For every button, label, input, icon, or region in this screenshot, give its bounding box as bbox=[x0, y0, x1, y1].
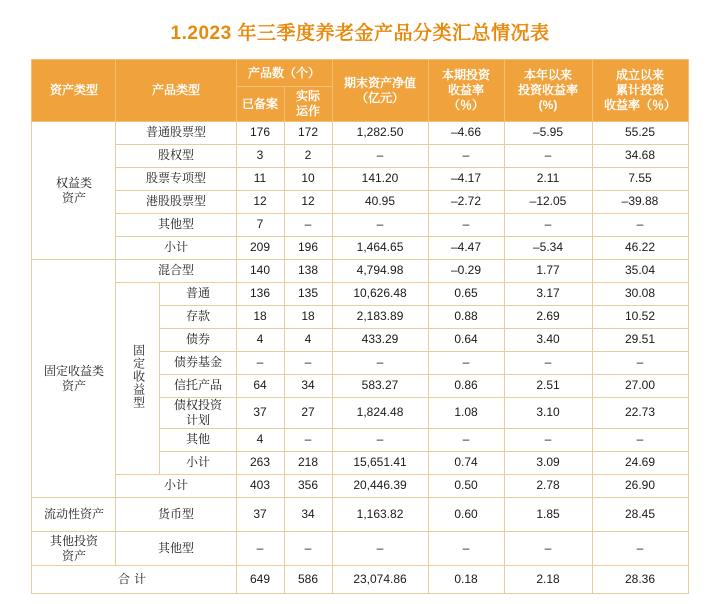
period-return: 0.64 bbox=[428, 329, 504, 352]
header-registered: 已备案 bbox=[236, 87, 284, 122]
net-value: 1,824.48 bbox=[332, 398, 428, 429]
table-row bbox=[32, 532, 688, 566]
net-value: 141.20 bbox=[332, 168, 428, 191]
net-value: 1,282.50 bbox=[332, 122, 428, 145]
cumulative-return: – bbox=[592, 352, 688, 375]
product-type: 小计 bbox=[116, 237, 236, 260]
product-type: 普通 bbox=[160, 283, 236, 306]
header-product-type: 产品类型 bbox=[116, 60, 236, 122]
period-return: –0.29 bbox=[428, 260, 504, 283]
period-return: 0.88 bbox=[428, 306, 504, 329]
registered-count: 209 bbox=[236, 237, 284, 260]
period-return: –2.72 bbox=[428, 191, 504, 214]
table-row bbox=[32, 145, 688, 168]
table-row-subtotal bbox=[32, 475, 688, 498]
operating-count: 12 bbox=[284, 191, 332, 214]
registered-count: 136 bbox=[236, 283, 284, 306]
period-return: –4.47 bbox=[428, 237, 504, 260]
product-type: 股票专项型 bbox=[116, 168, 236, 191]
subgroup-label-fixed-income-type: 固定收益型 bbox=[116, 283, 160, 475]
header-operating: 实际 运作 bbox=[284, 87, 332, 122]
period-return: 1.08 bbox=[428, 398, 504, 429]
operating-count: 4 bbox=[284, 329, 332, 352]
registered-count: – bbox=[236, 352, 284, 375]
header-ytd-return: 本年以来 投资收益率 (%) bbox=[504, 60, 592, 122]
cumulative-return: – bbox=[592, 532, 688, 566]
net-value: 20,446.39 bbox=[332, 475, 428, 498]
asset-type-fixed-income: 固定收益类 资产 bbox=[32, 260, 116, 498]
cumulative-return: 30.08 bbox=[592, 283, 688, 306]
asset-type-liquidity: 流动性资产 bbox=[32, 498, 116, 532]
ytd-return: 3.09 bbox=[504, 452, 592, 475]
product-type: 信托产品 bbox=[160, 375, 236, 398]
total-label: 合计 bbox=[32, 566, 236, 594]
product-type: 存款 bbox=[160, 306, 236, 329]
net-value: – bbox=[332, 214, 428, 237]
table-row-total bbox=[32, 566, 688, 594]
cumulative-return: 27.00 bbox=[592, 375, 688, 398]
registered-count: 37 bbox=[236, 498, 284, 532]
asset-type-other: 其他投资 资产 bbox=[32, 532, 116, 566]
registered-count: 3 bbox=[236, 145, 284, 168]
product-type: 其他型 bbox=[116, 214, 236, 237]
product-type: 小计 bbox=[160, 452, 236, 475]
period-return: 0.74 bbox=[428, 452, 504, 475]
ytd-return: 3.17 bbox=[504, 283, 592, 306]
pension-summary-table bbox=[31, 59, 688, 594]
table-body bbox=[32, 122, 688, 594]
ytd-return: 1.77 bbox=[504, 260, 592, 283]
asset-type-equity: 权益类 资产 bbox=[32, 122, 116, 260]
ytd-return: 3.40 bbox=[504, 329, 592, 352]
net-value: – bbox=[332, 429, 428, 452]
operating-count: 34 bbox=[284, 375, 332, 398]
net-value: 2,183.89 bbox=[332, 306, 428, 329]
ytd-return: 2.51 bbox=[504, 375, 592, 398]
registered-count: 7 bbox=[236, 214, 284, 237]
net-value: 433.29 bbox=[332, 329, 428, 352]
operating-count: 356 bbox=[284, 475, 332, 498]
operating-count: 27 bbox=[284, 398, 332, 429]
cumulative-return: 29.51 bbox=[592, 329, 688, 352]
operating-count: 34 bbox=[284, 498, 332, 532]
product-type: 债券 bbox=[160, 329, 236, 352]
operating-count: 2 bbox=[284, 145, 332, 168]
operating-count: 172 bbox=[284, 122, 332, 145]
table-row bbox=[32, 214, 688, 237]
ytd-return: –5.95 bbox=[504, 122, 592, 145]
cumulative-return: 35.04 bbox=[592, 260, 688, 283]
period-return: – bbox=[428, 145, 504, 168]
page-title: 1.2023 年三季度养老金产品分类汇总情况表 bbox=[170, 23, 550, 44]
period-return: – bbox=[428, 532, 504, 566]
net-value: – bbox=[332, 352, 428, 375]
cumulative-return: 28.45 bbox=[592, 498, 688, 532]
period-return: 0.60 bbox=[428, 498, 504, 532]
registered-count: 403 bbox=[236, 475, 284, 498]
operating-count: 138 bbox=[284, 260, 332, 283]
net-value: – bbox=[332, 532, 428, 566]
net-value: 1,464.65 bbox=[332, 237, 428, 260]
ytd-return: 3.10 bbox=[504, 398, 592, 429]
cumulative-return: 24.69 bbox=[592, 452, 688, 475]
ytd-return: 2.11 bbox=[504, 168, 592, 191]
registered-count: 37 bbox=[236, 398, 284, 429]
registered-count: 4 bbox=[236, 429, 284, 452]
operating-count: – bbox=[284, 352, 332, 375]
operating-count: – bbox=[284, 214, 332, 237]
table-row bbox=[32, 191, 688, 214]
cumulative-return: 55.25 bbox=[592, 122, 688, 145]
period-return: –4.17 bbox=[428, 168, 504, 191]
ytd-return: 2.69 bbox=[504, 306, 592, 329]
ytd-return: 2.78 bbox=[504, 475, 592, 498]
cumulative-return: 7.55 bbox=[592, 168, 688, 191]
ytd-return: –5.34 bbox=[504, 237, 592, 260]
total-period-return: 0.18 bbox=[428, 566, 504, 594]
registered-count: 64 bbox=[236, 375, 284, 398]
period-return: 0.50 bbox=[428, 475, 504, 498]
net-value: 1,163.82 bbox=[332, 498, 428, 532]
product-type: 港股股票型 bbox=[116, 191, 236, 214]
registered-count: – bbox=[236, 532, 284, 566]
period-return: –4.66 bbox=[428, 122, 504, 145]
product-type: 债权投资 计划 bbox=[160, 398, 236, 429]
net-value: 583.27 bbox=[332, 375, 428, 398]
period-return: – bbox=[428, 429, 504, 452]
period-return: 0.65 bbox=[428, 283, 504, 306]
table-row-subtotal bbox=[32, 237, 688, 260]
cumulative-return: 10.52 bbox=[592, 306, 688, 329]
product-type: 其他 bbox=[160, 429, 236, 452]
net-value: 15,651.41 bbox=[332, 452, 428, 475]
operating-count: 135 bbox=[284, 283, 332, 306]
period-return: – bbox=[428, 214, 504, 237]
net-value: – bbox=[332, 145, 428, 168]
header-period-return: 本期投资 收益率 （％） bbox=[428, 60, 504, 122]
product-type: 股权型 bbox=[116, 145, 236, 168]
net-value: 10,626.48 bbox=[332, 283, 428, 306]
ytd-return: – bbox=[504, 352, 592, 375]
table-row bbox=[32, 260, 688, 283]
table-header bbox=[32, 60, 688, 122]
table-row bbox=[32, 122, 688, 145]
total-cumulative-return: 28.36 bbox=[592, 566, 688, 594]
operating-count: 218 bbox=[284, 452, 332, 475]
net-value: 4,794.98 bbox=[332, 260, 428, 283]
ytd-return: 1.85 bbox=[504, 498, 592, 532]
total-operating-count: 586 bbox=[284, 566, 332, 594]
cumulative-return: 34.68 bbox=[592, 145, 688, 168]
cumulative-return: – bbox=[592, 214, 688, 237]
product-type: 普通股票型 bbox=[116, 122, 236, 145]
cumulative-return: – bbox=[592, 429, 688, 452]
header-asset-type: 资产类型 bbox=[32, 60, 116, 122]
ytd-return: – bbox=[504, 214, 592, 237]
ytd-return: – bbox=[504, 145, 592, 168]
cumulative-return: –39.88 bbox=[592, 191, 688, 214]
total-registered-count: 649 bbox=[236, 566, 284, 594]
table-row bbox=[32, 283, 688, 306]
ytd-return: –12.05 bbox=[504, 191, 592, 214]
operating-count: 196 bbox=[284, 237, 332, 260]
ytd-return: – bbox=[504, 429, 592, 452]
cumulative-return: 26.90 bbox=[592, 475, 688, 498]
product-type: 其他型 bbox=[116, 532, 236, 566]
registered-count: 12 bbox=[236, 191, 284, 214]
ytd-return: – bbox=[504, 532, 592, 566]
product-type: 混合型 bbox=[116, 260, 236, 283]
registered-count: 140 bbox=[236, 260, 284, 283]
header-net-value: 期末资产净值 （亿元） bbox=[332, 60, 428, 122]
registered-count: 11 bbox=[236, 168, 284, 191]
table-row bbox=[32, 498, 688, 532]
registered-count: 18 bbox=[236, 306, 284, 329]
period-return: – bbox=[428, 352, 504, 375]
operating-count: 10 bbox=[284, 168, 332, 191]
product-type: 债券基金 bbox=[160, 352, 236, 375]
cumulative-return: 22.73 bbox=[592, 398, 688, 429]
operating-count: 18 bbox=[284, 306, 332, 329]
table-row bbox=[32, 168, 688, 191]
header-product-count: 产品数（个） bbox=[236, 60, 332, 87]
registered-count: 4 bbox=[236, 329, 284, 352]
header-cumulative-return: 成立以来 累计投资 收益率（％） bbox=[592, 60, 688, 122]
operating-count: – bbox=[284, 429, 332, 452]
cumulative-return: 46.22 bbox=[592, 237, 688, 260]
net-value: 40.95 bbox=[332, 191, 428, 214]
registered-count: 176 bbox=[236, 122, 284, 145]
product-type: 小计 bbox=[116, 475, 236, 498]
total-net-value: 23,074.86 bbox=[332, 566, 428, 594]
period-return: 0.86 bbox=[428, 375, 504, 398]
product-type: 货币型 bbox=[116, 498, 236, 532]
total-ytd-return: 2.18 bbox=[504, 566, 592, 594]
registered-count: 263 bbox=[236, 452, 284, 475]
operating-count: – bbox=[284, 532, 332, 566]
